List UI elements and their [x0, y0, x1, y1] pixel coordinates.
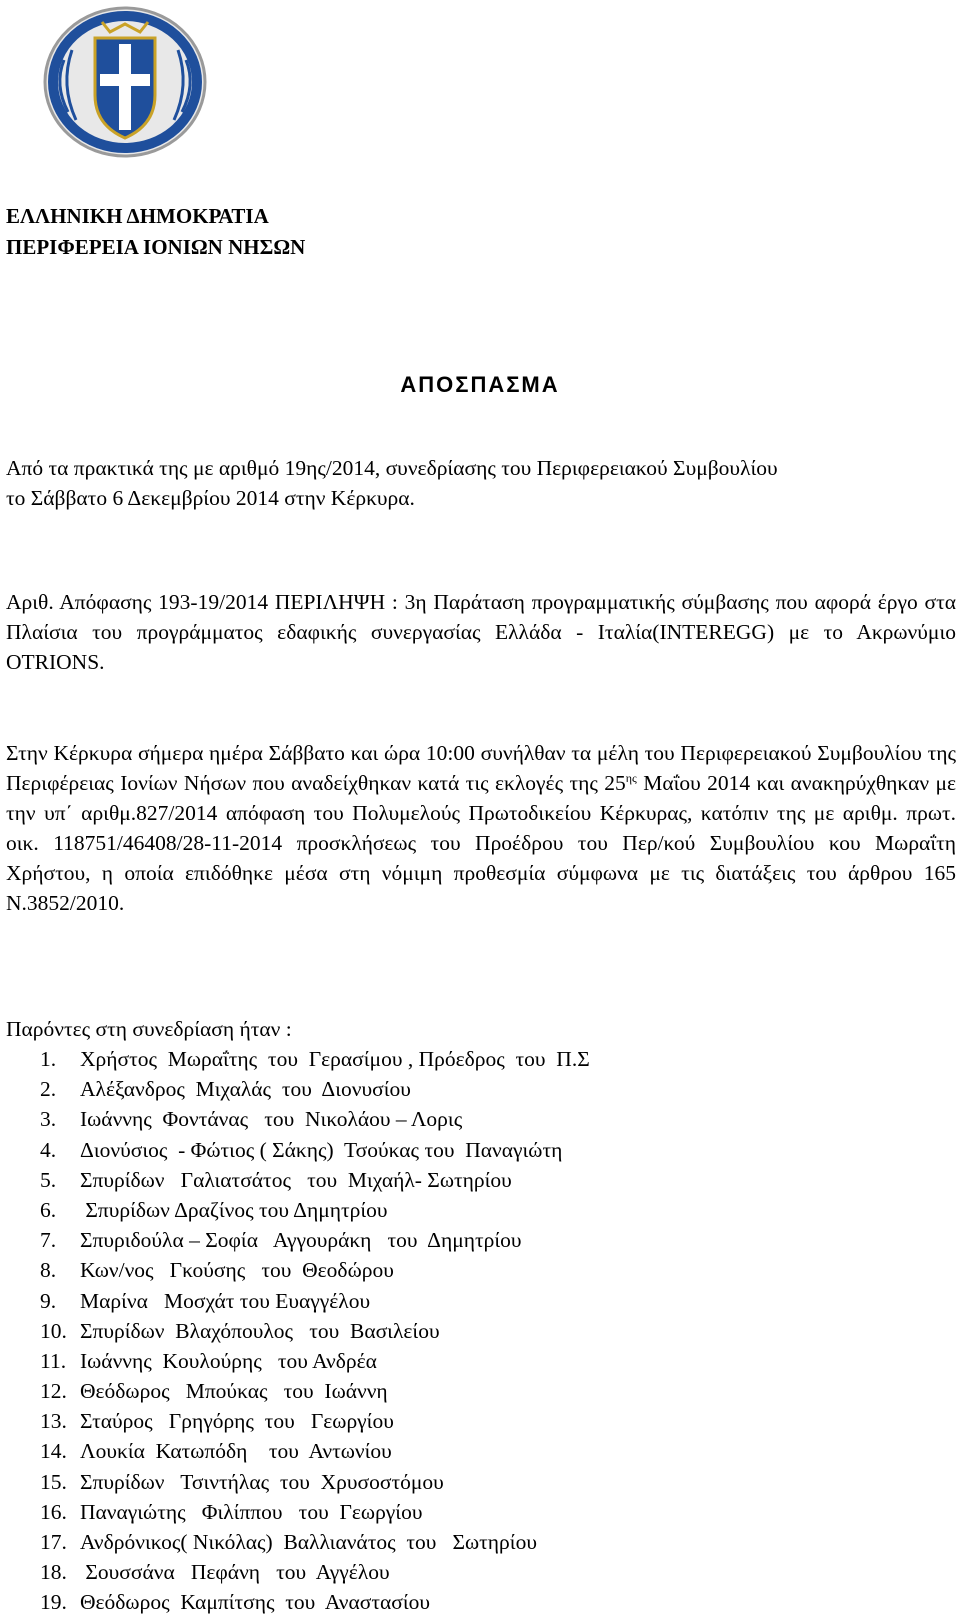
attendee-number: 19.	[40, 1590, 67, 1615]
attendee-number: 10.	[40, 1318, 67, 1343]
country-name: ΕΛΛΗΝΙΚΗ ΔΗΜΟΚΡΑΤΙΑ	[6, 204, 269, 228]
attendee-number: 4.	[40, 1137, 57, 1162]
attendee-list-item	[40, 1135, 590, 1165]
attendee-number: 14.	[40, 1439, 67, 1464]
ordinal-superscript: ης	[625, 770, 637, 785]
attendee-list-item	[40, 1406, 590, 1436]
attendee-name: Σπυρίδων Δραζίνος του Δημητρίου	[80, 1197, 388, 1222]
attendee-list-item	[40, 1225, 590, 1255]
attendee-name: Σπυριδούλα – Σοφία Αγγουράκη του Δημητρίου	[80, 1228, 522, 1253]
attendees-list	[40, 1044, 590, 1618]
attendee-number: 15.	[40, 1469, 67, 1494]
body-text-part-1: Στην Κέρκυρα σήμερα ημέρα Σάββατο και ώρα 10:00 συνήλθαν τα μέλη του Περιφερειακού Συμβουλίου της Περιφέρειας Ιονίων Νήσων που αναδείχθηκαν κατά τις εκλογές της 25	[6, 741, 956, 795]
issuer-header	[6, 201, 305, 263]
meeting-body-paragraph	[6, 738, 956, 918]
attendee-name: Λουκία Κατωπόδη του Αντωνίου	[80, 1439, 392, 1464]
attendee-number: 8.	[40, 1258, 57, 1283]
attendee-name: Σουσσάνα Πεφάνη του Αγγέλου	[80, 1560, 390, 1585]
attendee-name: Ανδρόνικος( Νικόλας) Βαλλιανάτος του Σωτηρίου	[80, 1530, 537, 1554]
attendee-list-item	[40, 1497, 590, 1527]
body-text-part-2: Μαΐου 2014 και ανακηρύχθηκαν με την υπ΄ αριθμ.827/2014 απόφαση του Πολυμελούς Πρωτοδικείου Κέρκυρας, κατόπιν της με αριθμ. πρωτ. οικ. 118751/46408/28-11-2014 προσκλήσεως του Προέδρου του Περ/κού Συμβουλίου κου Μωραΐτη Χρήστου, η οποία επιδόθηκε μέσα στη νόμιμη προθεσμία σύμφωνα με τις διατάξεις του άρθρου 165 Ν.3852/2010.	[6, 771, 957, 915]
attendee-list-item	[40, 1436, 590, 1466]
attendee-list-item	[40, 1587, 590, 1617]
attendee-name: Ιωάννης Κουλούρης του Ανδρέα	[80, 1348, 377, 1373]
attendee-name: Θεόδωρος Μπούκας του Ιωάννη	[80, 1379, 388, 1404]
intro-line-1: Από τα πρακτικά της με αριθμό 19ης/2014, συνεδρίασης του Περιφερειακού Συμβουλίου	[6, 456, 778, 480]
attendee-number: 11.	[40, 1348, 67, 1373]
region-name: ΠΕΡΙΦΕΡΕΙΑ ΙΟΝΙΩΝ ΝΗΣΩΝ	[6, 235, 306, 259]
attendee-number: 6.	[40, 1197, 57, 1222]
attendee-list-item	[40, 1104, 590, 1134]
attendee-list-item	[40, 1557, 590, 1587]
attendee-list-item	[40, 1527, 590, 1557]
attendee-list-item	[40, 1467, 590, 1497]
intro-line-2: το Σάββατο 6 Δεκεμβρίου 2014 στην Κέρκυρα.	[6, 486, 415, 510]
attendee-number: 16.	[40, 1499, 67, 1524]
attendee-list-item	[40, 1376, 590, 1406]
attendee-name: Αλέξανδρος Μιχαλάς του Διονυσίου	[80, 1077, 411, 1102]
attendee-number: 12.	[40, 1379, 67, 1404]
hellenic-republic-seal-icon	[40, 0, 210, 160]
attendee-name: Μαρίνα Μοσχάτ του Ευαγγέλου	[80, 1288, 371, 1313]
attendee-list-item	[40, 1316, 590, 1346]
attendee-name: Κων/νος Γκούσης του Θεοδώρου	[80, 1258, 394, 1283]
attendee-name: Σταύρος Γρηγόρης του Γεωργίου	[80, 1409, 394, 1434]
attendee-name: Θεόδωρος Καμπίτσης του Αναστασίου	[80, 1590, 431, 1615]
attendee-list-item	[40, 1044, 590, 1074]
attendee-list-item	[40, 1255, 590, 1285]
attendee-number: 2.	[40, 1077, 57, 1102]
attendee-name: Σπυρίδων Τσιντήλας του Χρυσοστόμου	[80, 1469, 444, 1494]
attendee-name: Ιωάννης Φοντάνας του Νικολάου – Λορις	[80, 1107, 463, 1132]
document-title: ΑΠΟΣΠΑΣΜΑ	[400, 372, 560, 397]
attendee-name: Σπυρίδων Γαλιατσάτος του Μιχαήλ- Σωτηρίου	[80, 1167, 512, 1192]
attendee-list-item	[40, 1346, 590, 1376]
attendees-label: Παρόντες στη συνεδρίαση ήταν :	[6, 1017, 292, 1041]
decision-summary: Αριθ. Απόφασης 193-19/2014 ΠΕΡΙΛΗΨΗ : 3η Παράταση προγραμματικής σύμβασης που αφορά έργο στα Πλαίσια του προγράμματος εδαφικής συνεργασίας Ελλάδα - Ιταλία(INTEREGG) με το Ακρωνύμιο OTRIONS.	[6, 590, 956, 674]
attendee-number: 17.	[40, 1530, 67, 1554]
attendee-number: 18.	[40, 1560, 67, 1585]
attendee-name: Χρήστος Μωραΐτης του Γερασίμου , Πρόεδρος του Π.Σ	[80, 1047, 590, 1071]
attendee-number: 9.	[40, 1288, 57, 1313]
attendee-number: 3.	[40, 1107, 57, 1132]
attendee-list-item	[40, 1165, 590, 1195]
attendee-number: 7.	[40, 1228, 57, 1253]
attendee-name: Σπυρίδων Βλαχόπουλος του Βασιλείου	[80, 1318, 440, 1343]
attendee-list-item	[40, 1195, 590, 1225]
intro-paragraph	[6, 453, 956, 513]
attendee-list-item	[40, 1074, 590, 1104]
attendee-list-item	[40, 1286, 590, 1316]
attendee-number: 5.	[40, 1167, 57, 1192]
attendee-number: 13.	[40, 1409, 67, 1434]
attendee-number: 1.	[40, 1047, 57, 1071]
attendee-name: Διονύσιος - Φώτιος ( Σάκης) Τσούκας του Παναγιώτη	[80, 1137, 563, 1162]
attendee-name: Παναγιώτης Φιλίππου του Γεωργίου	[80, 1499, 423, 1524]
